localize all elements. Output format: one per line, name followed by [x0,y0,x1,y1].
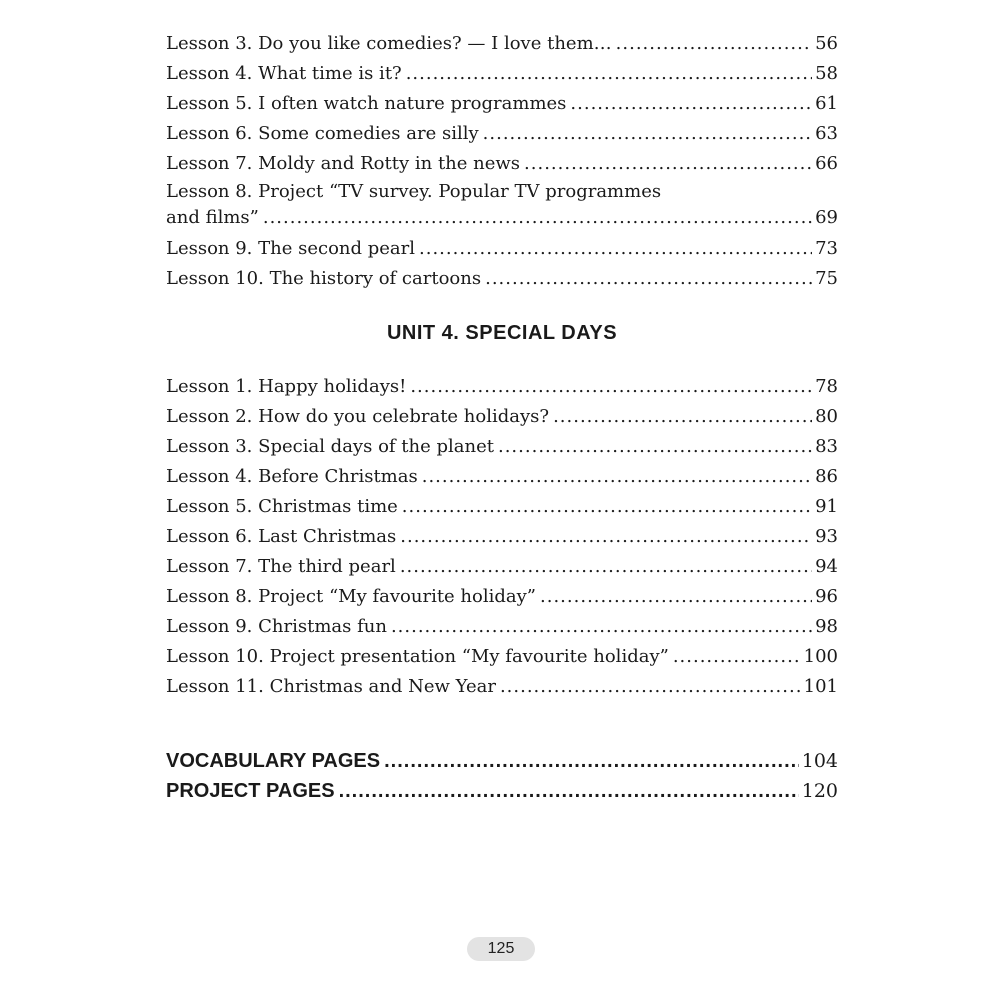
toc-entry-title: PROJECT PAGES [166,780,335,802]
toc-entry-page: 98 [815,616,838,637]
toc-entry [166,522,838,552]
toc-entry-page: 56 [815,33,838,54]
unit4-lesson-list [166,372,838,702]
toc-entry-first-line [166,179,838,204]
toc-entry-title: Lesson 9. The second pearl [166,238,416,259]
toc-entry-title: Lesson 11. Christmas and New Year [166,676,496,697]
toc-entry-page: 83 [815,436,838,457]
dot-leader [483,119,812,149]
dot-leader [391,612,812,642]
toc-entry-page: 61 [815,93,838,114]
toc-entry [166,402,838,432]
toc-entry [166,582,838,612]
toc-entry-page: 69 [815,207,838,228]
toc-entry-page: 66 [815,153,838,174]
dot-leader [570,89,812,119]
dot-leader [553,402,812,432]
toc-entry-title: Lesson 4. Before Christmas [166,466,418,487]
toc-entry-title: VOCABULARY PAGES [166,750,381,772]
toc-entry-vocabulary [166,746,838,776]
toc-entry [166,672,838,702]
toc-entry [166,29,838,59]
toc-entry [166,432,838,462]
toc-entry-title: Lesson 4. What time is it? [166,63,402,84]
dot-leader [400,522,812,552]
toc-entry-title: Lesson 1. Happy holidays! [166,376,407,397]
toc-entry-page: 78 [815,376,838,397]
toc-entry [166,492,838,522]
toc-entry-page: 86 [815,466,838,487]
toc-entry [166,89,838,119]
toc-entry-page: 80 [815,406,838,427]
toc-entry-page: 96 [815,586,838,607]
dot-leader [485,264,812,294]
toc-entry [166,204,838,234]
toc-entry-title: Lesson 7. Moldy and Rotty in the news [166,153,521,174]
toc-entry-title: Lesson 6. Last Christmas [166,526,397,547]
toc-entry [166,462,838,492]
toc-entry-page: 75 [815,268,838,289]
toc-entry-title: Lesson 5. Christmas time [166,496,398,517]
dot-leader [540,582,812,612]
dot-leader [616,29,812,59]
toc-entry [166,59,838,89]
dot-leader [400,552,812,582]
toc-entry-page: 73 [815,238,838,259]
toc-entry-title: Lesson 8. Project “TV survey. Popular TV programmes [166,181,662,202]
toc-entry-title: Lesson 9. Christmas fun [166,616,387,637]
dot-leader [422,462,812,492]
dot-leader [498,432,812,462]
toc-entry [166,552,838,582]
toc-entry-title: Lesson 3. Do you like comedies? — I love them… [166,33,612,54]
toc-entry-page: 100 [803,646,838,667]
page-number-badge: 125 [467,937,535,961]
toc-entry [166,149,838,179]
toc-entry-title: Lesson 5. I often watch nature programmes [166,93,567,114]
toc-entry [166,642,838,672]
dot-leader [524,149,812,179]
toc-entry-title: Lesson 8. Project “My favourite holiday” [166,586,537,607]
dot-leader [410,372,812,402]
dot-leader [673,642,801,672]
toc-entry-page: 63 [815,123,838,144]
toc-entry [166,234,838,264]
dot-leader [339,776,799,806]
dot-leader [500,672,801,702]
toc-entry-title: Lesson 2. How do you celebrate holidays? [166,406,550,427]
toc-entry-page: 104 [801,750,838,772]
toc-entry-title: Lesson 6. Some comedies are silly [166,123,479,144]
unit3-lesson-list [166,29,838,294]
toc-entry-title: Lesson 3. Special days of the planet [166,436,494,457]
appendix-list [166,746,838,806]
toc-entry-title: Lesson 10. Project presentation “My favourite holiday” [166,646,669,667]
toc-entry-title-continued: and films” [166,207,259,228]
toc-entry-page: 120 [801,780,838,802]
toc-entry-projects [166,776,838,806]
toc-entry-page: 58 [815,63,838,84]
toc-entry-page: 101 [803,676,838,697]
dot-leader [384,746,799,776]
dot-leader [406,59,812,89]
toc-entry-title: Lesson 10. The history of cartoons [166,268,482,289]
toc-entry [166,612,838,642]
toc-entry-page: 93 [815,526,838,547]
dot-leader [419,234,812,264]
dot-leader [263,204,812,231]
dot-leader [402,492,812,522]
toc-entry [166,264,838,294]
unit-heading: UNIT 4. SPECIAL DAYS [386,322,618,344]
toc-entry-title: Lesson 7. The third pearl [166,556,396,577]
toc-entry-page: 94 [815,556,838,577]
toc-entry [166,372,838,402]
toc-entry [166,119,838,149]
toc-entry-page: 91 [815,496,838,517]
